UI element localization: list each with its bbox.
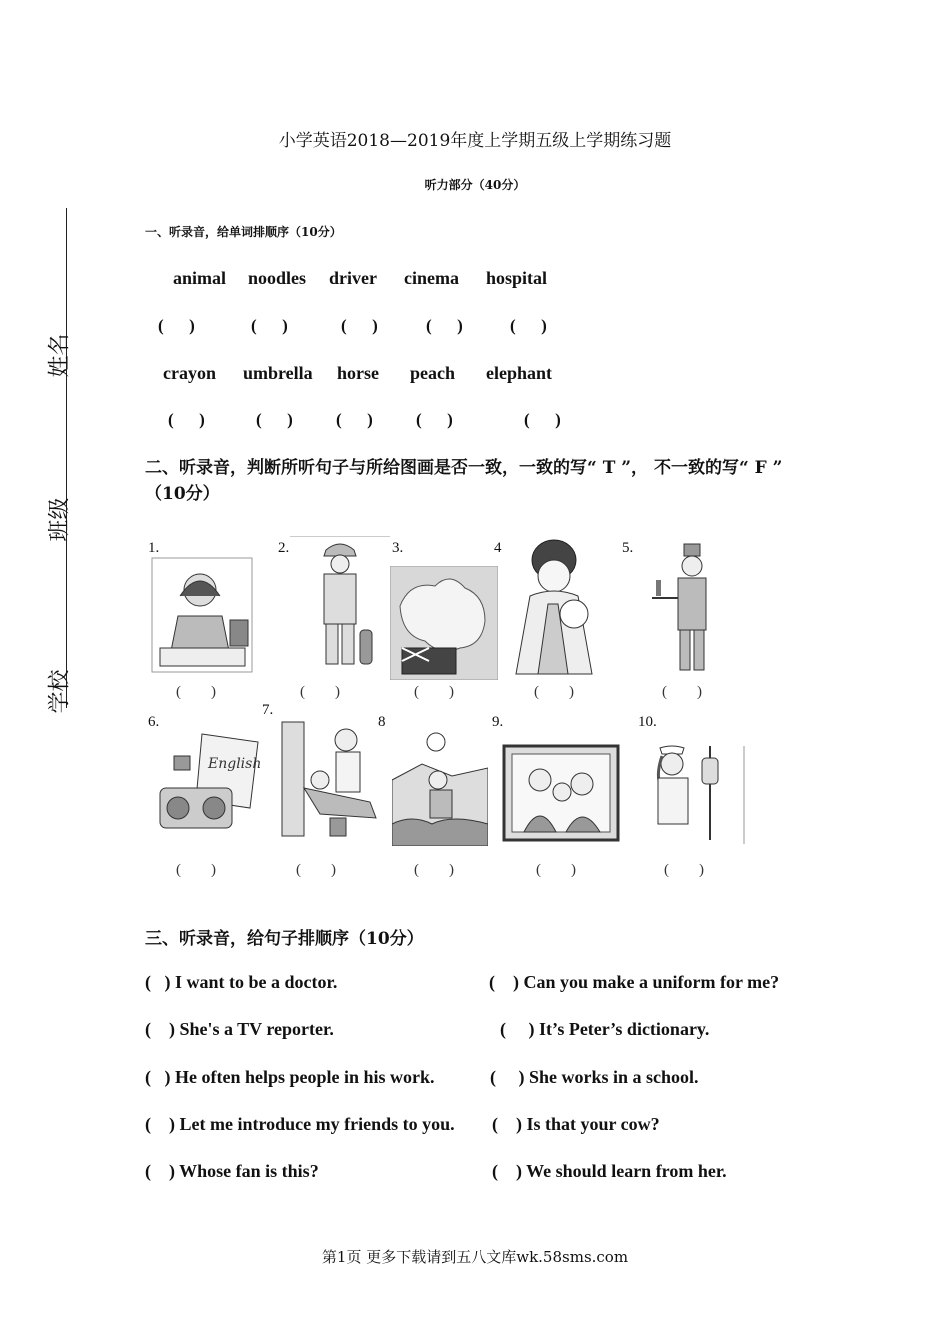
sentence-item: ( ) She works in a school. <box>490 1067 699 1087</box>
farmer-icon <box>392 728 488 846</box>
answer-blank[interactable]: ( ) <box>296 862 336 878</box>
picture-item-7 <box>262 702 384 878</box>
answer-blank[interactable]: ( ) <box>510 316 547 335</box>
sentence-item: ( ) Let me introduce my friends to you. <box>145 1114 455 1134</box>
word-item: noodles <box>248 268 307 288</box>
answer-blank[interactable]: ( ) <box>158 316 195 335</box>
answer-blank[interactable]: ( ) <box>414 862 454 878</box>
picture-number: 5. <box>622 540 634 556</box>
picture-item-1 <box>146 538 256 700</box>
picture-number: 10. <box>638 714 657 730</box>
english-book-radio-icon <box>154 728 264 848</box>
answer-blank[interactable]: ( ) <box>176 862 216 878</box>
word-item: driver <box>329 268 377 288</box>
section3-heading: 三、听录音，给句子排顺序（10分） <box>145 929 424 949</box>
sentence-item: ( ) I want to be a doctor. <box>145 972 338 992</box>
answer-blank[interactable]: ( ) <box>524 410 561 429</box>
nurse-icon <box>636 744 748 844</box>
sentence-item: ( ) Is that your cow? <box>492 1114 660 1134</box>
answer-blank[interactable]: ( ) <box>416 410 453 429</box>
sewing-woman-icon <box>150 556 254 674</box>
section1-heading: 一、听录音，给单词排顺序（10分） <box>145 225 342 239</box>
word-item: crayon <box>163 363 216 383</box>
picture-number: 6. <box>148 714 160 730</box>
japanese-woman-icon <box>508 534 602 676</box>
page-subtitle: 听力部分（40分） <box>424 178 526 192</box>
answer-blank[interactable]: ( ) <box>336 410 373 429</box>
sidebar-school-label: 学校 <box>47 669 73 714</box>
picture-number: 4 <box>494 540 502 556</box>
sentence-item: ( ) Can you make a uniform for me? <box>489 972 780 992</box>
waiter-icon <box>642 542 738 678</box>
dentist-icon <box>280 718 382 842</box>
picture-item-10 <box>636 714 750 878</box>
word-item: animal <box>173 268 227 288</box>
sentence-item: ( ) We should learn from her. <box>492 1161 727 1181</box>
answer-blank[interactable]: ( ) <box>251 316 288 335</box>
answer-blank[interactable]: ( ) <box>534 684 574 700</box>
picture-number: 9. <box>492 714 504 730</box>
answer-blank[interactable]: ( ) <box>176 684 216 700</box>
word-item: hospital <box>486 268 548 288</box>
sentence-item: ( ) She's a TV reporter. <box>145 1019 334 1039</box>
answer-blank[interactable]: ( ) <box>662 684 702 700</box>
australia-map-icon <box>390 566 498 680</box>
page-footer: 第1页 更多下载请到五八文库wk.58sms.com <box>321 1248 629 1266</box>
word-item: elephant <box>486 363 553 383</box>
answer-blank[interactable]: ( ) <box>256 410 293 429</box>
sidebar-line <box>66 208 67 708</box>
picture-number: 3. <box>392 540 404 556</box>
answer-blank[interactable]: ( ) <box>536 862 576 878</box>
answer-blank[interactable]: ( ) <box>300 684 340 700</box>
picture-number: 2. <box>278 540 290 556</box>
sidebar <box>30 200 90 720</box>
picture-item-8 <box>378 714 490 878</box>
family-photo-icon <box>502 744 620 842</box>
picture-number: 1. <box>148 540 160 556</box>
answer-blank[interactable]: ( ) <box>414 684 454 700</box>
picture-number: 7. <box>262 702 274 718</box>
sidebar-name-label: 姓名 <box>47 333 73 378</box>
section2-heading: 二、听录音，判断所听句子与所给图画是否一致，一致的写“ T ”， 不一致的写“ F ” （10分） <box>145 458 783 504</box>
sentence-item: ( ) It’s Peter’s dictionary. <box>500 1019 710 1039</box>
picture-item-9 <box>492 714 622 878</box>
picture-item-2 <box>276 532 394 700</box>
answer-blank[interactable]: ( ) <box>341 316 378 335</box>
picture-item-4 <box>494 532 604 700</box>
word-item: umbrella <box>243 363 313 383</box>
word-item: cinema <box>404 268 459 288</box>
picture-number: 8 <box>378 714 386 730</box>
sentence-item: ( ) He often helps people in his work. <box>145 1067 435 1087</box>
firefighter-icon <box>290 536 390 676</box>
page-title: 小学英语2018—2019年度上学期五级上学期练习题 <box>278 131 672 151</box>
sentence-item: ( ) Whose fan is this? <box>145 1161 319 1181</box>
picture-item-6 <box>146 714 264 878</box>
picture-item-5 <box>620 538 740 700</box>
picture-item-3 <box>390 538 500 700</box>
answer-blank[interactable]: ( ) <box>664 862 704 878</box>
answer-blank[interactable]: ( ) <box>426 316 463 335</box>
word-item: peach <box>410 363 455 383</box>
answer-blank[interactable]: ( ) <box>168 410 205 429</box>
word-item: horse <box>337 363 379 383</box>
sidebar-class-label: 班级 <box>47 497 73 542</box>
svg-text:English: English <box>208 756 262 772</box>
